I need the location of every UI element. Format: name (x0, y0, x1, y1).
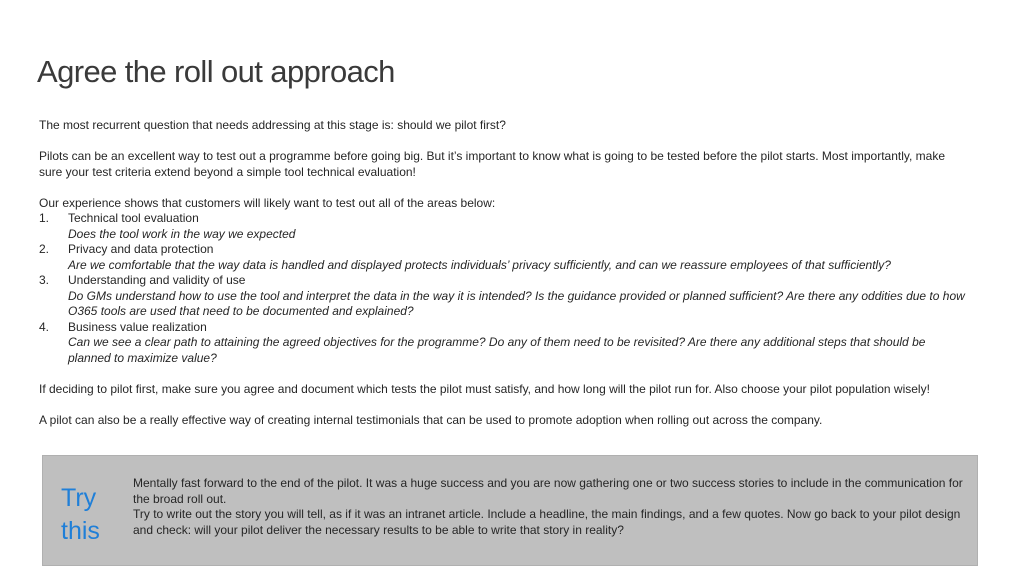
list-item-number: 2. (39, 242, 50, 256)
try-this-line-2: Try to write out the story you will tell, as if it was an intranet article. Include a headline, the main findings, and a few quotes. Now go back to your pilot design and check: will your pilot deliver the necessary results to be able to write that story in reality? (133, 507, 961, 537)
try-this-line-1: Mentally fast forward to the end of the pilot. It was a huge success and you are now gathering one or two success stories to include in the communication for the broad roll out. (133, 476, 963, 506)
page-title: Agree the roll out approach (37, 54, 395, 89)
body-content (39, 118, 969, 444)
areas-list (39, 196, 969, 367)
list-item-title: Privacy and data protection (68, 242, 214, 256)
try-this-label: Try this (61, 484, 100, 545)
areas-intro: Our experience shows that customers will likely want to test out all of the areas below: (39, 195, 496, 210)
deciding-paragraph: If deciding to pilot first, make sure you agree and document which tests the pilot must satisfy, and how long will the pilot run for. Also choose your pilot population wisely! (39, 381, 930, 396)
testimonials-paragraph: A pilot can also be a really effective way of creating internal testimonials that can be used to promote adoption when rolling out across the company. (39, 412, 823, 427)
try-this-callout (42, 455, 978, 566)
list-item-question: Are we comfortable that the way data is handled and displayed protects individuals’ privacy sufficiently, and can we reassure employees of that sufficiently? (68, 257, 891, 272)
list-item-question: Can we see a clear path to attaining the agreed objectives for the programme? Do any of them need to be revisited? Are there any additional steps that should be planned to maximize value? (68, 335, 926, 365)
intro-paragraph: The most recurrent question that needs addressing at this stage is: should we pilot first? (39, 118, 506, 132)
list-item-number: 1. (39, 211, 50, 225)
list-item (39, 211, 969, 242)
list-item-number: 4. (39, 319, 50, 334)
list-item (39, 320, 969, 367)
list-item-title: Technical tool evaluation (68, 211, 199, 225)
list-item-title: Understanding and validity of use (68, 273, 246, 287)
list-item (39, 273, 969, 320)
list-item-number: 3. (39, 273, 50, 287)
list-item-question: Does the tool work in the way we expected (68, 226, 296, 241)
list-item (39, 242, 969, 273)
try-this-text (133, 476, 963, 538)
pilots-paragraph: Pilots can be an excellent way to test out a programme before going big. But it’s important to know what is going to be tested before the pilot starts. Most importantly, make sure your test criteria extend beyond a simple tool technical evaluation! (39, 149, 946, 179)
list-item-question: Do GMs understand how to use the tool and interpret the data in the way it is intended? Is the guidance provided or planned sufficient? Are there any oddities due to how O365 tools are used that need to be documented and explained? (68, 288, 965, 318)
list-item-title: Business value realization (68, 319, 207, 334)
